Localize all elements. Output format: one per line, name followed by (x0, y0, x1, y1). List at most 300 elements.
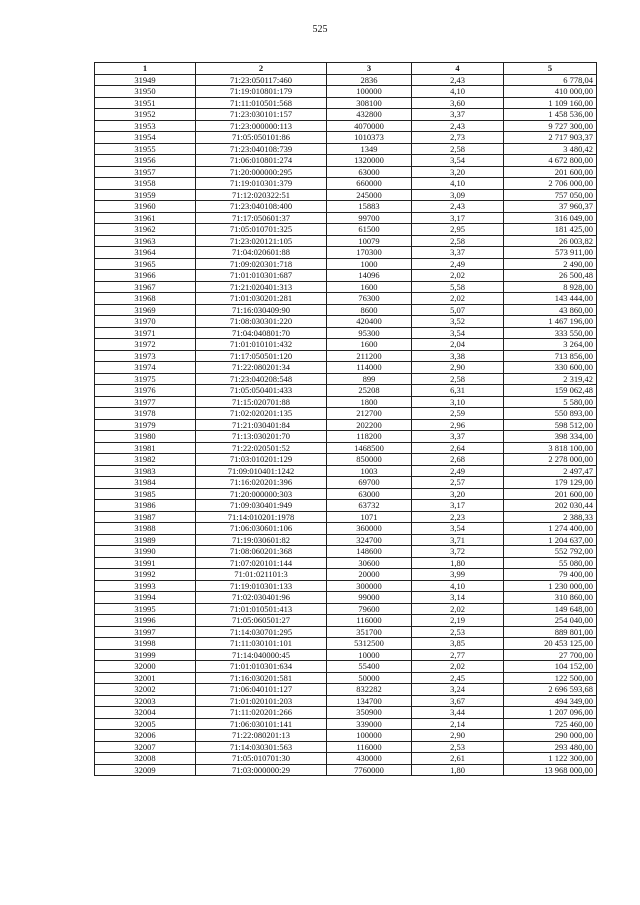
rate-cell: 3,37 (412, 109, 504, 121)
area-cell: 63000 (327, 488, 412, 500)
row-number-cell: 31982 (95, 454, 196, 466)
cadastral-number-cell: 71:21:030401:84 (196, 419, 327, 431)
value-cell: 5 580,00 (504, 396, 597, 408)
area-cell: 55400 (327, 661, 412, 673)
value-cell: 201 600,00 (504, 166, 597, 178)
cadastral-number-cell: 71:14:040000:45 (196, 649, 327, 661)
value-cell: 757 050,00 (504, 189, 597, 201)
row-number-cell: 31981 (95, 442, 196, 454)
cadastral-number-cell: 71:19:010301:133 (196, 580, 327, 592)
table-row (95, 707, 597, 719)
table-row (95, 534, 597, 546)
value-cell: 713 856,00 (504, 350, 597, 362)
value-cell: 290 000,00 (504, 730, 597, 742)
rate-cell: 4,10 (412, 178, 504, 190)
value-cell: 20 453 125,00 (504, 638, 597, 650)
value-cell: 398 334,00 (504, 431, 597, 443)
value-cell: 181 425,00 (504, 224, 597, 236)
rate-cell: 2,02 (412, 293, 504, 305)
row-number-cell: 31966 (95, 270, 196, 282)
row-number-cell: 31972 (95, 339, 196, 351)
value-cell: 2 388,33 (504, 511, 597, 523)
rate-cell: 3,37 (412, 431, 504, 443)
row-number-cell: 32002 (95, 684, 196, 696)
row-number-cell: 31949 (95, 74, 196, 86)
row-number-cell: 32009 (95, 764, 196, 776)
cadastral-number-cell: 71:06:030101:141 (196, 718, 327, 730)
area-cell: 8600 (327, 304, 412, 316)
area-cell: 69700 (327, 477, 412, 489)
row-number-cell: 31958 (95, 178, 196, 190)
value-cell: 410 000,00 (504, 86, 597, 98)
table-row (95, 120, 597, 132)
row-number-cell: 31956 (95, 155, 196, 167)
row-number-cell: 31960 (95, 201, 196, 213)
value-cell: 254 040,00 (504, 615, 597, 627)
area-cell: 76300 (327, 293, 412, 305)
cadastral-number-cell: 71:11:030101:101 (196, 638, 327, 650)
row-number-cell: 31991 (95, 557, 196, 569)
rate-cell: 2,45 (412, 672, 504, 684)
row-number-cell: 31957 (95, 166, 196, 178)
rate-cell: 2,14 (412, 718, 504, 730)
cadastral-number-cell: 71:08:030301:220 (196, 316, 327, 328)
cadastral-number-cell: 71:04:020601:88 (196, 247, 327, 259)
row-number-cell: 31990 (95, 546, 196, 558)
value-cell: 550 893,00 (504, 408, 597, 420)
table-row (95, 500, 597, 512)
row-number-cell: 31980 (95, 431, 196, 443)
row-number-cell: 31962 (95, 224, 196, 236)
rate-cell: 2,49 (412, 465, 504, 477)
rate-cell: 3,37 (412, 247, 504, 259)
row-number-cell: 31985 (95, 488, 196, 500)
table-row (95, 97, 597, 109)
rate-cell: 2,49 (412, 258, 504, 270)
row-number-cell: 31988 (95, 523, 196, 535)
area-cell: 420400 (327, 316, 412, 328)
rate-cell: 3,99 (412, 569, 504, 581)
area-cell: 1010373 (327, 132, 412, 144)
area-cell: 5312500 (327, 638, 412, 650)
area-cell: 832282 (327, 684, 412, 696)
cadastral-number-cell: 71:19:010801:179 (196, 86, 327, 98)
area-cell: 308100 (327, 97, 412, 109)
row-number-cell: 31999 (95, 649, 196, 661)
table-row (95, 523, 597, 535)
area-cell: 100000 (327, 86, 412, 98)
value-cell: 1 274 400,00 (504, 523, 597, 535)
row-number-cell: 31987 (95, 511, 196, 523)
area-cell: 1800 (327, 396, 412, 408)
area-cell: 1003 (327, 465, 412, 477)
value-cell: 2 490,00 (504, 258, 597, 270)
area-cell: 245000 (327, 189, 412, 201)
area-cell: 432800 (327, 109, 412, 121)
table-row (95, 235, 597, 247)
value-cell: 122 500,00 (504, 672, 597, 684)
value-cell: 1 109 160,00 (504, 97, 597, 109)
table-row (95, 465, 597, 477)
cadastral-number-cell: 71:06:010801:274 (196, 155, 327, 167)
cadastral-number-cell: 71:14:010201:1978 (196, 511, 327, 523)
table-row (95, 270, 597, 282)
row-number-cell: 31997 (95, 626, 196, 638)
row-number-cell: 31961 (95, 212, 196, 224)
rate-cell: 2,43 (412, 120, 504, 132)
row-number-cell: 32008 (95, 753, 196, 765)
table-row (95, 166, 597, 178)
table-row (95, 74, 597, 86)
cadastral-number-cell: 71:20:000000:295 (196, 166, 327, 178)
column-header-2: 2 (196, 63, 327, 75)
cadastral-number-cell: 71:01:010501:413 (196, 603, 327, 615)
column-header-1: 1 (95, 63, 196, 75)
area-cell: 63000 (327, 166, 412, 178)
row-number-cell: 31971 (95, 327, 196, 339)
cadastral-number-cell: 71:05:010701:325 (196, 224, 327, 236)
cadastral-number-cell: 71:20:000000:303 (196, 488, 327, 500)
rate-cell: 3,71 (412, 534, 504, 546)
value-cell: 1 230 000,00 (504, 580, 597, 592)
value-cell: 1 458 536,00 (504, 109, 597, 121)
rate-cell: 3,44 (412, 707, 504, 719)
cadastral-number-cell: 71:11:010501:568 (196, 97, 327, 109)
cadastral-number-cell: 71:16:020201:396 (196, 477, 327, 489)
table-row (95, 569, 597, 581)
table-row (95, 339, 597, 351)
cadastral-number-cell: 71:23:020121:105 (196, 235, 327, 247)
rate-cell: 3,24 (412, 684, 504, 696)
table-row (95, 293, 597, 305)
value-cell: 6 778,04 (504, 74, 597, 86)
table-row (95, 454, 597, 466)
value-cell: 2 706 000,00 (504, 178, 597, 190)
cadastral-number-cell: 71:23:030101:157 (196, 109, 327, 121)
value-cell: 316 049,00 (504, 212, 597, 224)
table-body (95, 74, 597, 776)
value-cell: 573 911,00 (504, 247, 597, 259)
area-cell: 1320000 (327, 155, 412, 167)
row-number-cell: 31955 (95, 143, 196, 155)
row-number-cell: 31965 (95, 258, 196, 270)
cadastral-number-cell: 71:01:030201:281 (196, 293, 327, 305)
table-row (95, 373, 597, 385)
value-cell: 598 512,00 (504, 419, 597, 431)
area-cell: 350900 (327, 707, 412, 719)
column-header-3: 3 (327, 63, 412, 75)
cadastral-number-cell: 71:16:030409:90 (196, 304, 327, 316)
cadastral-number-cell: 71:22:020501:52 (196, 442, 327, 454)
table-row (95, 327, 597, 339)
area-cell: 1000 (327, 258, 412, 270)
table-row (95, 753, 597, 765)
cadastral-number-cell: 71:05:050101:86 (196, 132, 327, 144)
row-number-cell: 31963 (95, 235, 196, 247)
table-row (95, 86, 597, 98)
table-row (95, 695, 597, 707)
area-cell: 100000 (327, 730, 412, 742)
row-number-cell: 32004 (95, 707, 196, 719)
row-number-cell: 31974 (95, 362, 196, 374)
table-row (95, 109, 597, 121)
rate-cell: 4,10 (412, 580, 504, 592)
row-number-cell: 31986 (95, 500, 196, 512)
rate-cell: 2,90 (412, 362, 504, 374)
table-row (95, 224, 597, 236)
area-cell: 899 (327, 373, 412, 385)
cadastral-number-cell: 71:01:020101:203 (196, 695, 327, 707)
area-cell: 4070000 (327, 120, 412, 132)
cadastral-number-cell: 71:17:050601:37 (196, 212, 327, 224)
row-number-cell: 31951 (95, 97, 196, 109)
area-cell: 7760000 (327, 764, 412, 776)
area-cell: 116000 (327, 615, 412, 627)
rate-cell: 2,02 (412, 661, 504, 673)
table-row (95, 419, 597, 431)
rate-cell: 3,72 (412, 546, 504, 558)
cadastral-number-cell: 71:09:030401:949 (196, 500, 327, 512)
rate-cell: 3,52 (412, 316, 504, 328)
rate-cell: 2,58 (412, 235, 504, 247)
area-cell: 1468500 (327, 442, 412, 454)
rate-cell: 2,19 (412, 615, 504, 627)
area-cell: 61500 (327, 224, 412, 236)
row-number-cell: 32007 (95, 741, 196, 753)
area-cell: 170300 (327, 247, 412, 259)
row-number-cell: 31995 (95, 603, 196, 615)
table-row (95, 350, 597, 362)
cadastral-number-cell: 71:06:030601:106 (196, 523, 327, 535)
row-number-cell: 31989 (95, 534, 196, 546)
area-cell: 79600 (327, 603, 412, 615)
table-row (95, 511, 597, 523)
area-cell: 300000 (327, 580, 412, 592)
rate-cell: 3,54 (412, 523, 504, 535)
rate-cell: 2,43 (412, 74, 504, 86)
rate-cell: 1,80 (412, 764, 504, 776)
value-cell: 1 122 300,00 (504, 753, 597, 765)
cadastral-number-cell: 71:23:040208:548 (196, 373, 327, 385)
area-cell: 1071 (327, 511, 412, 523)
rate-cell: 5,07 (412, 304, 504, 316)
row-number-cell: 31970 (95, 316, 196, 328)
value-cell: 37 960,37 (504, 201, 597, 213)
area-cell: 116000 (327, 741, 412, 753)
cadastral-number-cell: 71:07:020101:144 (196, 557, 327, 569)
table-row (95, 603, 597, 615)
rate-cell: 2,64 (412, 442, 504, 454)
table-row (95, 258, 597, 270)
value-cell: 201 600,00 (504, 488, 597, 500)
rate-cell: 5,58 (412, 281, 504, 293)
area-cell: 339000 (327, 718, 412, 730)
area-cell: 202200 (327, 419, 412, 431)
value-cell: 2 319,42 (504, 373, 597, 385)
table-row (95, 281, 597, 293)
rate-cell: 2,58 (412, 373, 504, 385)
value-cell: 1 467 196,00 (504, 316, 597, 328)
cadastral-number-cell: 71:11:020201:266 (196, 707, 327, 719)
row-number-cell: 31952 (95, 109, 196, 121)
value-cell: 889 801,00 (504, 626, 597, 638)
value-cell: 2 497,47 (504, 465, 597, 477)
value-cell: 2 278 000,00 (504, 454, 597, 466)
cadastral-number-cell: 71:21:020401:313 (196, 281, 327, 293)
cadastral-number-cell: 71:12:020322:51 (196, 189, 327, 201)
cadastral-number-cell: 71:14:030701:295 (196, 626, 327, 638)
row-number-cell: 31953 (95, 120, 196, 132)
area-cell: 63732 (327, 500, 412, 512)
rate-cell: 2,90 (412, 730, 504, 742)
area-cell: 99000 (327, 592, 412, 604)
cadastral-number-cell: 71:05:060501:27 (196, 615, 327, 627)
cadastral-number-cell: 71:09:010401:1242 (196, 465, 327, 477)
cadastral-number-cell: 71:22:080201:34 (196, 362, 327, 374)
table-row (95, 385, 597, 397)
value-cell: 1 207 096,00 (504, 707, 597, 719)
area-cell: 10000 (327, 649, 412, 661)
cadastral-number-cell: 71:01:010301:687 (196, 270, 327, 282)
table-row (95, 304, 597, 316)
table-row (95, 408, 597, 420)
cadastral-number-cell: 71:16:030201:581 (196, 672, 327, 684)
row-number-cell: 31975 (95, 373, 196, 385)
row-number-cell: 31979 (95, 419, 196, 431)
area-cell: 20000 (327, 569, 412, 581)
area-cell: 148600 (327, 546, 412, 558)
table-row (95, 684, 597, 696)
area-cell: 99700 (327, 212, 412, 224)
table-row (95, 488, 597, 500)
cadastral-number-cell: 71:02:020201:135 (196, 408, 327, 420)
rate-cell: 2,73 (412, 132, 504, 144)
area-cell: 134700 (327, 695, 412, 707)
area-cell: 50000 (327, 672, 412, 684)
table-row (95, 638, 597, 650)
rate-cell: 2,59 (412, 408, 504, 420)
area-cell: 25208 (327, 385, 412, 397)
value-cell: 27 700,00 (504, 649, 597, 661)
row-number-cell: 31968 (95, 293, 196, 305)
row-number-cell: 32006 (95, 730, 196, 742)
row-number-cell: 32003 (95, 695, 196, 707)
rate-cell: 2,43 (412, 201, 504, 213)
row-number-cell: 31978 (95, 408, 196, 420)
rate-cell: 3,54 (412, 155, 504, 167)
table-row (95, 546, 597, 558)
area-cell: 95300 (327, 327, 412, 339)
page-number: 525 (312, 24, 328, 35)
row-number-cell: 31976 (95, 385, 196, 397)
cadastral-number-cell: 71:22:080201:13 (196, 730, 327, 742)
value-cell: 159 062,48 (504, 385, 597, 397)
cadastral-number-cell: 71:01:010101:432 (196, 339, 327, 351)
cadastral-number-cell: 71:05:010701:30 (196, 753, 327, 765)
rate-cell: 3,17 (412, 500, 504, 512)
value-cell: 310 860,00 (504, 592, 597, 604)
cadastral-number-cell: 71:08:060201:368 (196, 546, 327, 558)
area-cell: 660000 (327, 178, 412, 190)
value-cell: 43 860,00 (504, 304, 597, 316)
row-number-cell: 31954 (95, 132, 196, 144)
value-cell: 179 129,00 (504, 477, 597, 489)
rate-cell: 2,02 (412, 270, 504, 282)
cadastral-number-cell: 71:02:030401:96 (196, 592, 327, 604)
value-cell: 9 727 300,00 (504, 120, 597, 132)
area-cell: 2836 (327, 74, 412, 86)
cadastral-number-cell: 71:04:040801:70 (196, 327, 327, 339)
table-row (95, 477, 597, 489)
cadastral-number-cell: 71:23:000000:113 (196, 120, 327, 132)
cadastral-number-cell: 71:01:021101:3 (196, 569, 327, 581)
table-header-row (95, 63, 597, 75)
rate-cell: 2,23 (412, 511, 504, 523)
value-cell: 293 480,00 (504, 741, 597, 753)
rate-cell: 6,31 (412, 385, 504, 397)
value-cell: 1 204 637,00 (504, 534, 597, 546)
area-cell: 324700 (327, 534, 412, 546)
table-row (95, 201, 597, 213)
table-row (95, 178, 597, 190)
table-row (95, 132, 597, 144)
row-number-cell: 31973 (95, 350, 196, 362)
table-row (95, 730, 597, 742)
area-cell: 14096 (327, 270, 412, 282)
area-cell: 850000 (327, 454, 412, 466)
rate-cell: 2,95 (412, 224, 504, 236)
value-cell: 104 152,00 (504, 661, 597, 673)
rate-cell: 3,85 (412, 638, 504, 650)
rate-cell: 2,53 (412, 741, 504, 753)
table-row (95, 580, 597, 592)
area-cell: 10079 (327, 235, 412, 247)
rate-cell: 3,14 (412, 592, 504, 604)
cadastral-number-cell: 71:23:040108:739 (196, 143, 327, 155)
area-cell: 15883 (327, 201, 412, 213)
rate-cell: 3,67 (412, 695, 504, 707)
value-cell: 3 264,00 (504, 339, 597, 351)
rate-cell: 2,77 (412, 649, 504, 661)
table-row (95, 362, 597, 374)
value-cell: 2 717 903,37 (504, 132, 597, 144)
row-number-cell: 31977 (95, 396, 196, 408)
table-row (95, 615, 597, 627)
table-row (95, 143, 597, 155)
row-number-cell: 32000 (95, 661, 196, 673)
row-number-cell: 31994 (95, 592, 196, 604)
value-cell: 149 648,00 (504, 603, 597, 615)
area-cell: 114000 (327, 362, 412, 374)
area-cell: 351700 (327, 626, 412, 638)
rate-cell: 4,10 (412, 86, 504, 98)
rate-cell: 3,54 (412, 327, 504, 339)
value-cell: 2 696 593,68 (504, 684, 597, 696)
rate-cell: 2,04 (412, 339, 504, 351)
cadastral-number-cell: 71:23:040108:400 (196, 201, 327, 213)
rate-cell: 2,68 (412, 454, 504, 466)
rate-cell: 2,61 (412, 753, 504, 765)
table-row (95, 155, 597, 167)
area-cell: 212700 (327, 408, 412, 420)
rate-cell: 2,02 (412, 603, 504, 615)
row-number-cell: 31992 (95, 569, 196, 581)
row-number-cell: 31964 (95, 247, 196, 259)
cadastral-number-cell: 71:05:050401:433 (196, 385, 327, 397)
data-table (94, 62, 597, 776)
row-number-cell: 31983 (95, 465, 196, 477)
area-cell: 360000 (327, 523, 412, 535)
